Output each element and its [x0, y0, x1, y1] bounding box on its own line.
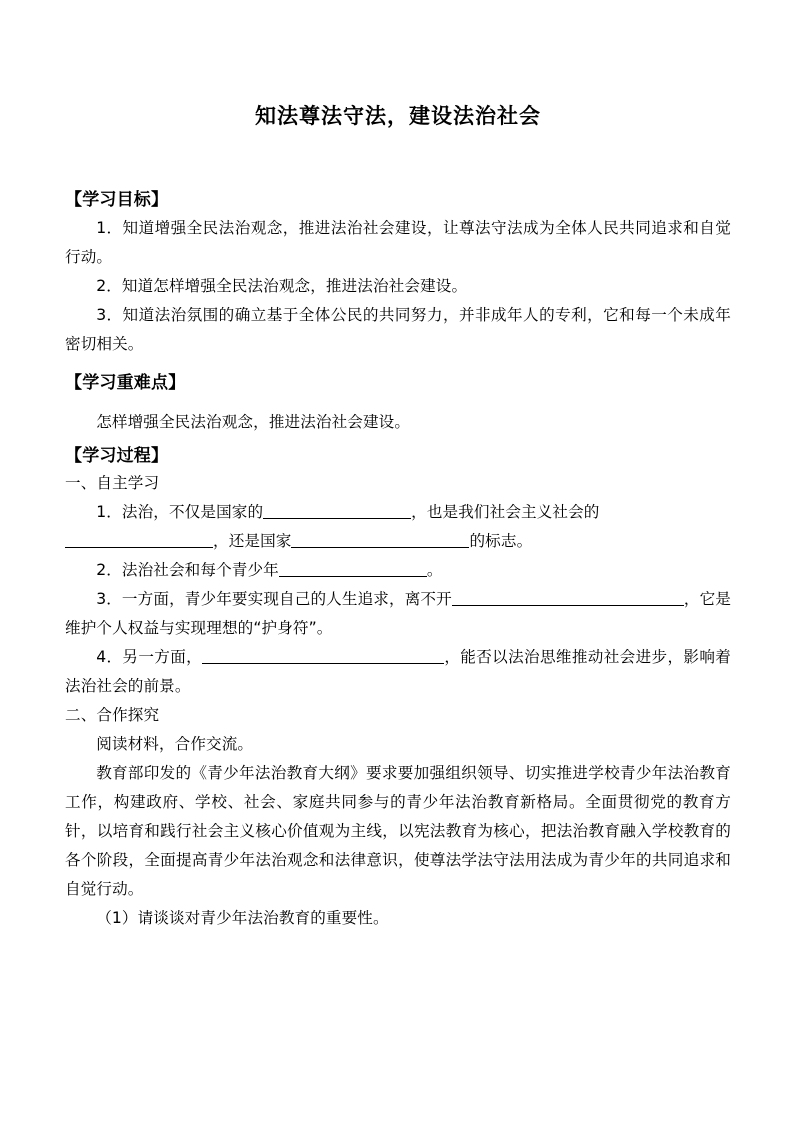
document-content — [65, 0, 731, 933]
fill-in-question-3-text-b: ，它是维护个人权益与实现理想的“护身符”。 — [65, 590, 731, 638]
fill-in-question-1-text-d: 的标志。 — [469, 532, 533, 551]
part-one-label: 一、自主学习 — [65, 474, 160, 493]
page-title: 知法尊法守法，建设法治社会 — [255, 103, 541, 128]
learning-goal-item-3: 3．知道法治氛围的确立基于全体公民的共同努力，并非成年人的专利，它和每一个未成年密切相关。 — [65, 305, 731, 353]
fill-in-question-1-text-a: 1．法治，不仅是国家的 — [96, 503, 264, 522]
fill-in-question-4-text-a: 4．另一方面， — [96, 648, 203, 667]
learning-goal-item-2: 2．知道怎样增强全民法治观念，推进法治社会建设。 — [96, 276, 468, 295]
section-heading-learning-goals: 【学习目标】 — [65, 190, 169, 211]
fill-in-question-3-text-a: 3．一方面，青少年要实现自己的人生追求，离不开 — [96, 590, 452, 609]
fill-in-blank-1a[interactable] — [263, 502, 411, 519]
fill-in-question-2-text-a: 2．法治社会和每个青少年 — [96, 561, 279, 580]
learning-goal-item-1: 1．知道增强全民法治观念，推进法治社会建设，让尊法守法成为全体人民共同追求和自觉行动。 — [65, 218, 731, 266]
fill-in-question-4 — [65, 643, 731, 701]
fill-in-blank-1b[interactable] — [65, 531, 213, 548]
fill-in-question-1-continued — [65, 527, 731, 556]
fill-in-question-4-text-b: ，能否以法治思维推动社会进步，影响着法治社会的前景。 — [65, 648, 731, 696]
part-two-instruction: 阅读材料，合作交流。 — [96, 735, 254, 754]
section-heading-learning-process: 【学习过程】 — [65, 445, 169, 466]
explore-question-1: （1）请谈谈对青少年法治教育的重要性。 — [96, 909, 389, 928]
section-heading-key-difficulties: 【学习重难点】 — [65, 372, 186, 393]
fill-in-question-1 — [65, 498, 731, 527]
fill-in-blank-4a[interactable] — [202, 647, 444, 664]
fill-in-question-2 — [65, 556, 731, 585]
fill-in-blank-3a[interactable] — [452, 589, 684, 606]
part-two-label: 二、合作探究 — [65, 706, 160, 725]
fill-in-question-1-text-c: ，还是国家 — [213, 532, 292, 551]
fill-in-question-2-text-b: 。 — [426, 561, 443, 580]
fill-in-question-1-text-b: ，也是我们社会主义社会的 — [411, 503, 600, 522]
key-difficulties-text: 怎样增强全民法治观念，推进法治社会建设。 — [96, 412, 411, 431]
reading-material-text: 教育部印发的《青少年法治教育大纲》要求要加强组织领导、切实推进学校青少年法治教育工作，构建政府、学校、社会、家庭共同参与的青少年法治教育新格局。全面贯彻党的教育方针，以培育和践行社会主义核心价值观为主线，以宪法教育为核心，把法治教育融入学校教育的各个阶段，全面提高青少年法治观念和法律意识，使尊法学法守法用法成为青少年的共同追求和自觉行动。 — [65, 764, 731, 899]
fill-in-question-3 — [65, 585, 731, 643]
fill-in-blank-2a[interactable] — [279, 560, 427, 577]
fill-in-blank-1c[interactable] — [291, 531, 469, 548]
